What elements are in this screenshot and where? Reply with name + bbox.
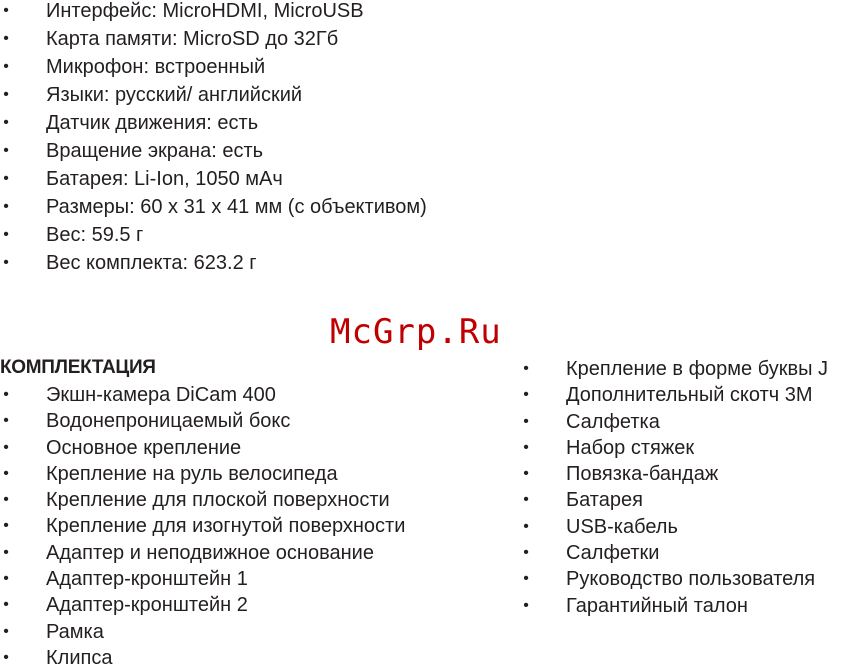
bullet-icon: • xyxy=(523,596,529,614)
package-item xyxy=(520,566,828,592)
spec-item-text: Вращение экрана: есть xyxy=(46,140,264,162)
package-contents-heading: КОМПЛЕКТАЦИЯ xyxy=(0,357,156,378)
bullet-icon: • xyxy=(3,226,9,243)
bullet-icon: • xyxy=(523,386,529,404)
package-item xyxy=(0,513,405,539)
package-item xyxy=(0,487,405,513)
package-item-text: Рамка xyxy=(46,620,104,643)
package-item-text: Адаптер-кронштейн 1 xyxy=(46,568,248,591)
bullet-icon: • xyxy=(3,570,9,588)
spec-item xyxy=(0,221,427,249)
package-item xyxy=(0,540,405,566)
package-item xyxy=(520,593,828,619)
bullet-icon: • xyxy=(523,544,529,562)
package-item xyxy=(0,619,405,645)
package-item-text: Батарея xyxy=(566,489,643,512)
bullet-icon: • xyxy=(3,622,9,640)
bullet-icon: • xyxy=(3,386,9,403)
package-item-text: Основное крепление xyxy=(46,436,242,459)
package-item xyxy=(0,382,405,408)
package-item-text: Набор стяжек xyxy=(566,436,695,459)
bullet-icon: • xyxy=(3,114,9,131)
spec-item xyxy=(0,81,427,109)
bullet-icon: • xyxy=(3,170,9,187)
spec-item xyxy=(0,25,427,53)
package-item-text: Крепление в форме буквы J xyxy=(566,358,829,380)
bullet-icon: • xyxy=(523,517,529,535)
package-item xyxy=(0,592,405,618)
spec-item xyxy=(0,193,427,221)
bullet-icon: • xyxy=(3,464,9,482)
spec-item-text: Вес комплекта: 623.2 г xyxy=(46,252,257,274)
package-contents-list-right xyxy=(520,356,828,619)
package-item-text: Экшн-камера DiCam 400 xyxy=(46,384,276,406)
bullet-icon: • xyxy=(3,254,9,271)
package-item xyxy=(520,461,828,487)
bullet-icon: • xyxy=(3,86,9,103)
package-item-text: Гарантийный талон xyxy=(566,594,748,617)
spec-item-text: Интерфейс: MicroHDMI, MicroUSB xyxy=(46,0,364,22)
package-item-text: Повязка-бандаж xyxy=(566,463,719,486)
bullet-icon: • xyxy=(3,58,9,75)
spec-item xyxy=(0,249,427,277)
bullet-icon: • xyxy=(3,491,9,509)
bullet-icon: • xyxy=(523,438,529,456)
bullet-icon: • xyxy=(523,570,529,588)
package-item xyxy=(520,435,828,461)
package-item-text: Салфетки xyxy=(566,542,660,565)
bullet-icon: • xyxy=(3,30,9,47)
package-item-text: Адаптер-кронштейн 2 xyxy=(46,594,248,617)
package-item-text: Адаптер и неподвижное основание xyxy=(46,541,374,564)
package-item xyxy=(520,514,828,540)
package-item xyxy=(0,645,405,671)
bullet-icon: • xyxy=(3,648,9,666)
package-item xyxy=(0,435,405,461)
bullet-icon: • xyxy=(3,517,9,535)
spec-item-text: Языки: русский/ английский xyxy=(46,84,303,106)
package-item-text: Крепление на руль велосипеда xyxy=(46,462,338,485)
spec-item-text: Размеры: 60 x 31 x 41 мм (с объективом) xyxy=(46,196,427,218)
package-item-text: Клипса xyxy=(46,646,113,669)
package-contents-list-left xyxy=(0,382,405,671)
spec-item xyxy=(0,109,427,137)
package-item-text: Крепление для плоской поверхности xyxy=(46,489,390,512)
package-item xyxy=(0,566,405,592)
bullet-icon: • xyxy=(3,198,9,215)
package-item-text: Крепление для изогнутой поверхности xyxy=(46,515,406,538)
package-item xyxy=(0,408,405,434)
spec-item-text: Датчик движения: есть xyxy=(46,112,259,134)
bullet-icon: • xyxy=(3,438,9,456)
bullet-icon: • xyxy=(3,2,9,19)
package-item xyxy=(520,487,828,513)
package-item-text: USB-кабель xyxy=(566,515,678,538)
package-item xyxy=(520,409,828,435)
bullet-icon: • xyxy=(3,596,9,614)
bullet-icon: • xyxy=(523,491,529,509)
package-item-text: Водонепроницаемый бокс xyxy=(46,410,291,433)
package-item xyxy=(520,540,828,566)
watermark: McGrp.Ru xyxy=(330,312,502,352)
bullet-icon: • xyxy=(523,412,529,430)
spec-item-text: Вес: 59.5 г xyxy=(46,224,144,246)
package-item-text: Салфетка xyxy=(566,410,660,433)
package-item xyxy=(520,382,828,408)
bullet-icon: • xyxy=(3,142,9,159)
bullet-icon: • xyxy=(523,360,529,377)
spec-item-text: Батарея: Li-Ion, 1050 мАч xyxy=(46,168,283,190)
spec-item-text: Карта памяти: MicroSD до 32Гб xyxy=(46,28,339,50)
spec-item xyxy=(0,0,427,25)
specifications-list xyxy=(0,0,427,277)
spec-item xyxy=(0,165,427,193)
spec-item xyxy=(0,53,427,81)
package-item-text: Дополнительный скотч 3M xyxy=(566,384,813,407)
bullet-icon: • xyxy=(3,543,9,561)
bullet-icon: • xyxy=(3,412,9,430)
bullet-icon: • xyxy=(523,465,529,483)
spec-item xyxy=(0,137,427,165)
spec-item-text: Микрофон: встроенный xyxy=(46,56,266,78)
package-item-text: Руководство пользователя xyxy=(566,568,816,591)
package-item xyxy=(0,461,405,487)
package-item xyxy=(520,356,828,382)
